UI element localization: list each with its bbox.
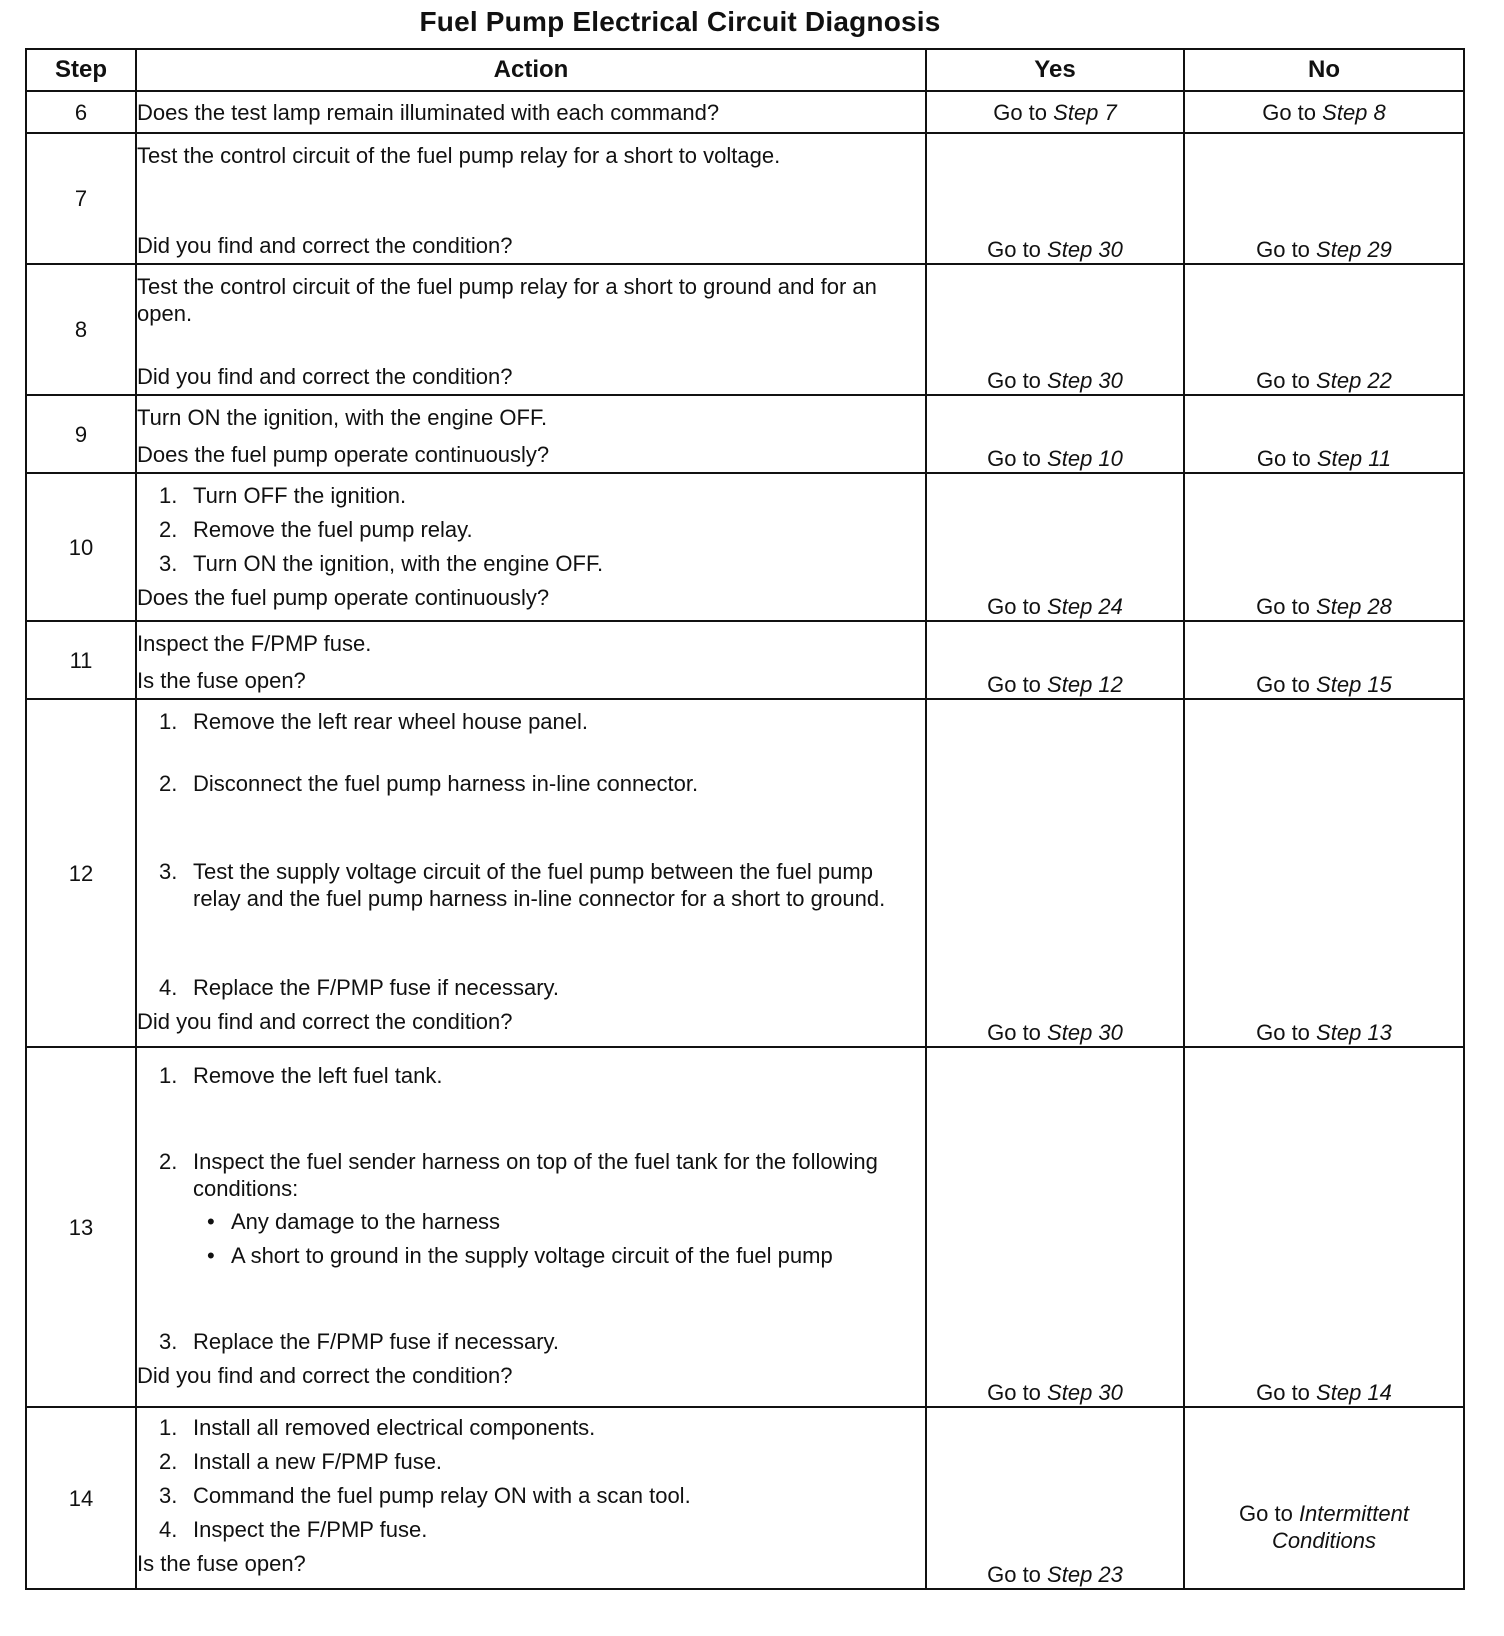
no-target: Step 13 (1316, 1020, 1392, 1045)
yes-target: Step 7 (1053, 99, 1117, 125)
list-item: 4. Inspect the F/PMP fuse. (159, 1517, 428, 1542)
go-to-label: Go to (1239, 1501, 1293, 1526)
action-text: Test the control circuit of the fuel pump relay for a short to voltage. (137, 143, 781, 168)
list-item: 3. Command the fuel pump relay ON with a scan tool. (159, 1483, 691, 1508)
action-cell (136, 1407, 926, 1589)
go-to-label: Go to (1256, 237, 1310, 262)
action-text: Does the test lamp remain illuminated with each command? (137, 99, 720, 125)
table-row (26, 473, 1464, 621)
action-cell (136, 264, 926, 395)
action-question: Did you find and correct the condition? (137, 1009, 513, 1034)
list-item: 1. Turn OFF the ignition. (159, 483, 407, 508)
go-to-label: Go to (987, 1562, 1041, 1587)
no-target: Step 22 (1316, 368, 1392, 393)
go-to-label: Go to (1256, 594, 1310, 619)
list-item: 1. Remove the left fuel tank. (159, 1063, 443, 1088)
bullet-item: • Any damage to the harness (207, 1209, 501, 1234)
go-to-label: Go to (1256, 1020, 1310, 1045)
go-to-label: Go to (1256, 672, 1310, 697)
go-to-label: Go to (1256, 446, 1311, 471)
go-to-label: Go to (987, 594, 1041, 619)
no-target: Step 14 (1316, 1380, 1392, 1405)
go-to-label: Go to (987, 368, 1041, 393)
yes-cell (926, 264, 1184, 395)
go-to-label: Go to (987, 1020, 1041, 1045)
action-question: Did you find and correct the condition? (137, 1363, 513, 1388)
list-item: 4. Replace the F/PMP fuse if necessary. (159, 975, 560, 1000)
bullet-item: • A short to ground in the supply voltage circuit of the fuel pump (207, 1243, 833, 1268)
no-target: Step 29 (1316, 237, 1392, 262)
step-number: 8 (26, 264, 136, 395)
step-number: 13 (26, 1047, 136, 1407)
action-cell (136, 1047, 926, 1407)
step-number: 6 (26, 91, 136, 133)
yes-cell (926, 1047, 1184, 1407)
action-question: Is the fuse open? (137, 668, 306, 693)
action-question: Did you find and correct the condition? (137, 233, 513, 258)
list-item: 2. Disconnect the fuel pump harness in-line connector. (159, 771, 699, 796)
action-question: Does the fuel pump operate continuously? (137, 585, 550, 610)
table-row (26, 133, 1464, 264)
yes-target: Step 30 (1047, 368, 1123, 393)
header-no: No (1184, 49, 1464, 91)
table-row (26, 1407, 1464, 1589)
go-to-label: Go to (1256, 368, 1310, 393)
header-row (26, 49, 1464, 91)
header-action: Action (136, 49, 926, 91)
yes-cell (926, 621, 1184, 699)
no-cell (1184, 1407, 1464, 1589)
diagnosis-table (25, 48, 1465, 1590)
list-item: 1. Install all removed electrical components. (159, 1415, 596, 1440)
no-target: Step 8 (1322, 99, 1386, 125)
action-question: Did you find and correct the condition? (137, 364, 513, 389)
yes-cell (926, 473, 1184, 621)
step-number: 9 (26, 395, 136, 473)
action-cell (136, 473, 926, 621)
list-item: 2. Inspect the fuel sender harness on top of the fuel tank for the following conditions: (159, 1149, 878, 1201)
table-row (26, 395, 1464, 473)
go-to-label: Go to (987, 672, 1041, 697)
step-number: 14 (26, 1407, 136, 1589)
yes-target: Step 23 (1047, 1562, 1123, 1587)
action-cell (136, 395, 926, 473)
list-item: 3. Test the supply voltage circuit of the fuel pump between the fuel pump relay and the fuel pump harness in-line connector for a short to ground. (159, 859, 886, 911)
list-item: 1. Remove the left rear wheel house panel. (159, 709, 589, 734)
step-number: 11 (26, 621, 136, 699)
no-target: Step 28 (1316, 594, 1392, 619)
yes-target: Step 30 (1047, 1020, 1123, 1045)
no-cell (1184, 699, 1464, 1047)
no-cell (1184, 621, 1464, 699)
action-cell (136, 133, 926, 264)
no-cell (1184, 264, 1464, 395)
no-cell (1184, 133, 1464, 264)
page-title: Fuel Pump Electrical Circuit Diagnosis (419, 6, 941, 37)
step-number: 12 (26, 699, 136, 1047)
yes-cell (926, 395, 1184, 473)
list-item: 3. Replace the F/PMP fuse if necessary. (159, 1329, 560, 1354)
header-step: Step (26, 49, 136, 91)
no-cell (1184, 473, 1464, 621)
go-to-label: Go to (1256, 1380, 1310, 1405)
yes-target: Step 12 (1047, 672, 1123, 697)
action-text: Test the control circuit of the fuel pump relay for a short to ground and for an open. (137, 274, 877, 326)
no-target: Step 15 (1316, 672, 1392, 697)
yes-cell (926, 91, 1184, 133)
table-row (26, 91, 1464, 133)
yes-cell (926, 133, 1184, 264)
step-number: 10 (26, 473, 136, 621)
yes-cell (926, 699, 1184, 1047)
go-to-label: Go to (987, 237, 1041, 262)
no-target: Step 11 (1316, 446, 1392, 471)
action-cell (136, 621, 926, 699)
go-to-label: Go to (1262, 99, 1317, 125)
action-text: Turn ON the ignition, with the engine OFF. (137, 405, 548, 430)
yes-target: Step 30 (1047, 1380, 1123, 1405)
action-cell (136, 91, 926, 133)
yes-cell (926, 1407, 1184, 1589)
go-to-label: Go to (987, 446, 1041, 471)
step-number: 7 (26, 133, 136, 264)
yes-target: Step 24 (1047, 594, 1123, 619)
table-row (26, 621, 1464, 699)
action-question: Is the fuse open? (137, 1551, 306, 1576)
yes-target: Step 30 (1047, 237, 1123, 262)
go-to-label: Go to (987, 1380, 1041, 1405)
table-row (26, 699, 1464, 1047)
list-item: 3. Turn ON the ignition, with the engine OFF. (159, 551, 604, 576)
action-question: Does the fuel pump operate continuously? (137, 442, 550, 467)
go-to-label: Go to (993, 99, 1048, 125)
list-item: 2. Remove the fuel pump relay. (159, 517, 473, 542)
table-row (26, 264, 1464, 395)
no-cell (1184, 1047, 1464, 1407)
list-item: 2. Install a new F/PMP fuse. (159, 1449, 443, 1474)
action-cell (136, 699, 926, 1047)
no-cell (1184, 91, 1464, 133)
header-yes: Yes (926, 49, 1184, 91)
yes-target: Step 10 (1047, 446, 1123, 471)
action-text: Inspect the F/PMP fuse. (137, 631, 372, 656)
table-row (26, 1047, 1464, 1407)
no-cell (1184, 395, 1464, 473)
no-target: Intermittent Conditions (1272, 1501, 1409, 1553)
